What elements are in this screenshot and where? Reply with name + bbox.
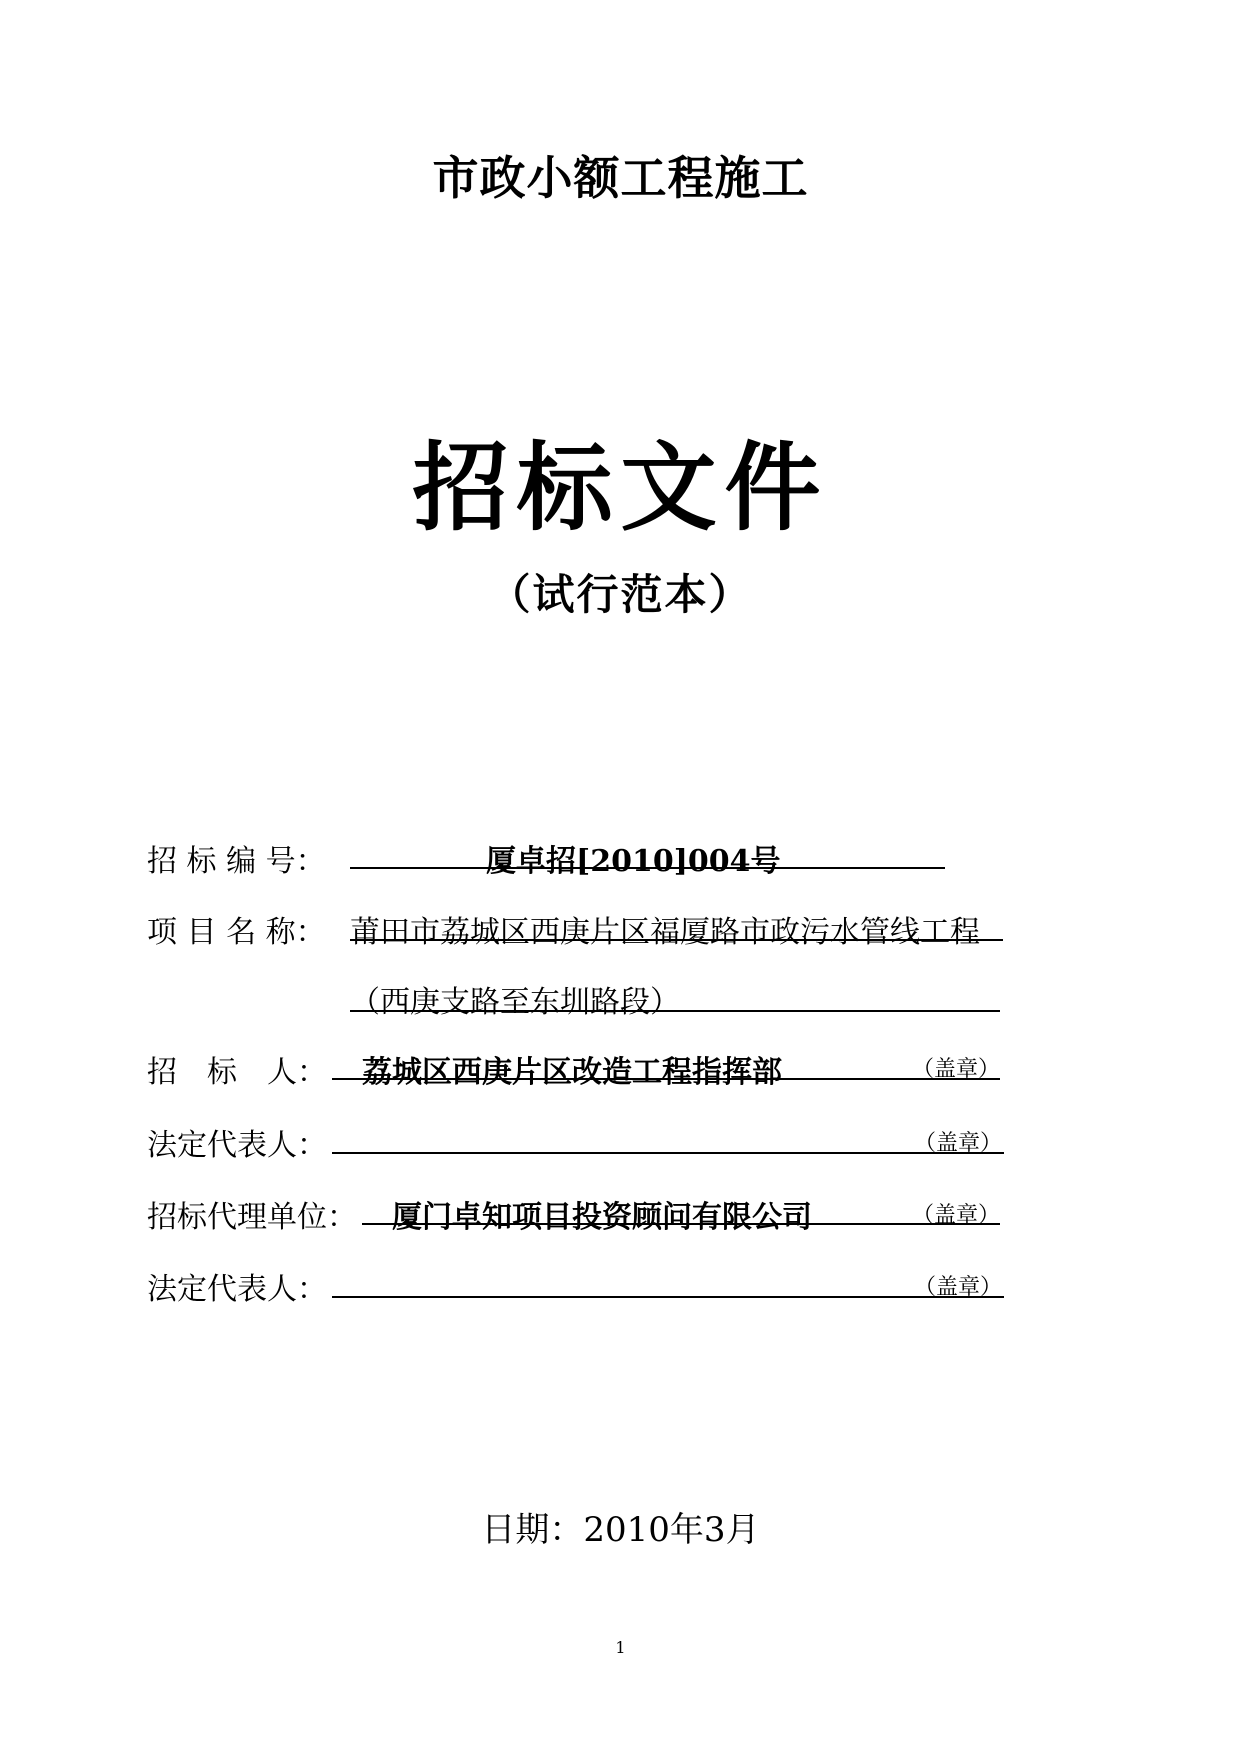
legal-rep-1-label: 法定代表人： (147, 1128, 327, 1163)
agent-stamp: （盖章） (912, 1203, 1001, 1228)
page-number: 1 (615, 1638, 626, 1657)
agent-underline (362, 1223, 1000, 1225)
bid-number-underline (350, 867, 945, 869)
project-name-underline-2 (350, 1010, 1000, 1012)
legal-rep-1-stamp: （盖章） (914, 1131, 1003, 1156)
project-name-underline-1 (350, 939, 1003, 941)
legal-rep-2-underline (332, 1296, 1004, 1298)
project-name-label: 项 目 名 称： (147, 915, 326, 950)
agent-value: 厦门卓知项目投资顾问有限公司 (392, 1200, 812, 1235)
document-subtitle: （试行范本） (488, 570, 753, 619)
tenderer-underline (332, 1078, 1000, 1080)
legal-rep-2-stamp: （盖章） (914, 1275, 1003, 1300)
tenderer-stamp: （盖章） (912, 1057, 1001, 1082)
document-top-title: 市政小额工程施工 (432, 151, 809, 205)
project-name-value-line1: 莆田市荔城区西庚片区福厦路市政污水管线工程 (350, 915, 980, 950)
document-date: 日期：2010年3月 (481, 1510, 760, 1550)
agent-label: 招标代理单位： (147, 1200, 357, 1235)
legal-rep-1-underline (332, 1152, 1004, 1154)
legal-rep-2-label: 法定代表人： (147, 1272, 327, 1307)
bid-number-value: 厦卓招[2010]004号 (486, 844, 781, 879)
document-main-title: 招标文件 (412, 432, 829, 544)
project-name-value-line2: （西庚支路至东圳路段） (350, 985, 680, 1020)
tenderer-label: 招 标 人： (147, 1055, 327, 1090)
tenderer-value: 荔城区西庚片区改造工程指挥部 (362, 1055, 782, 1090)
bid-number-label: 招 标 编 号： (147, 844, 326, 879)
